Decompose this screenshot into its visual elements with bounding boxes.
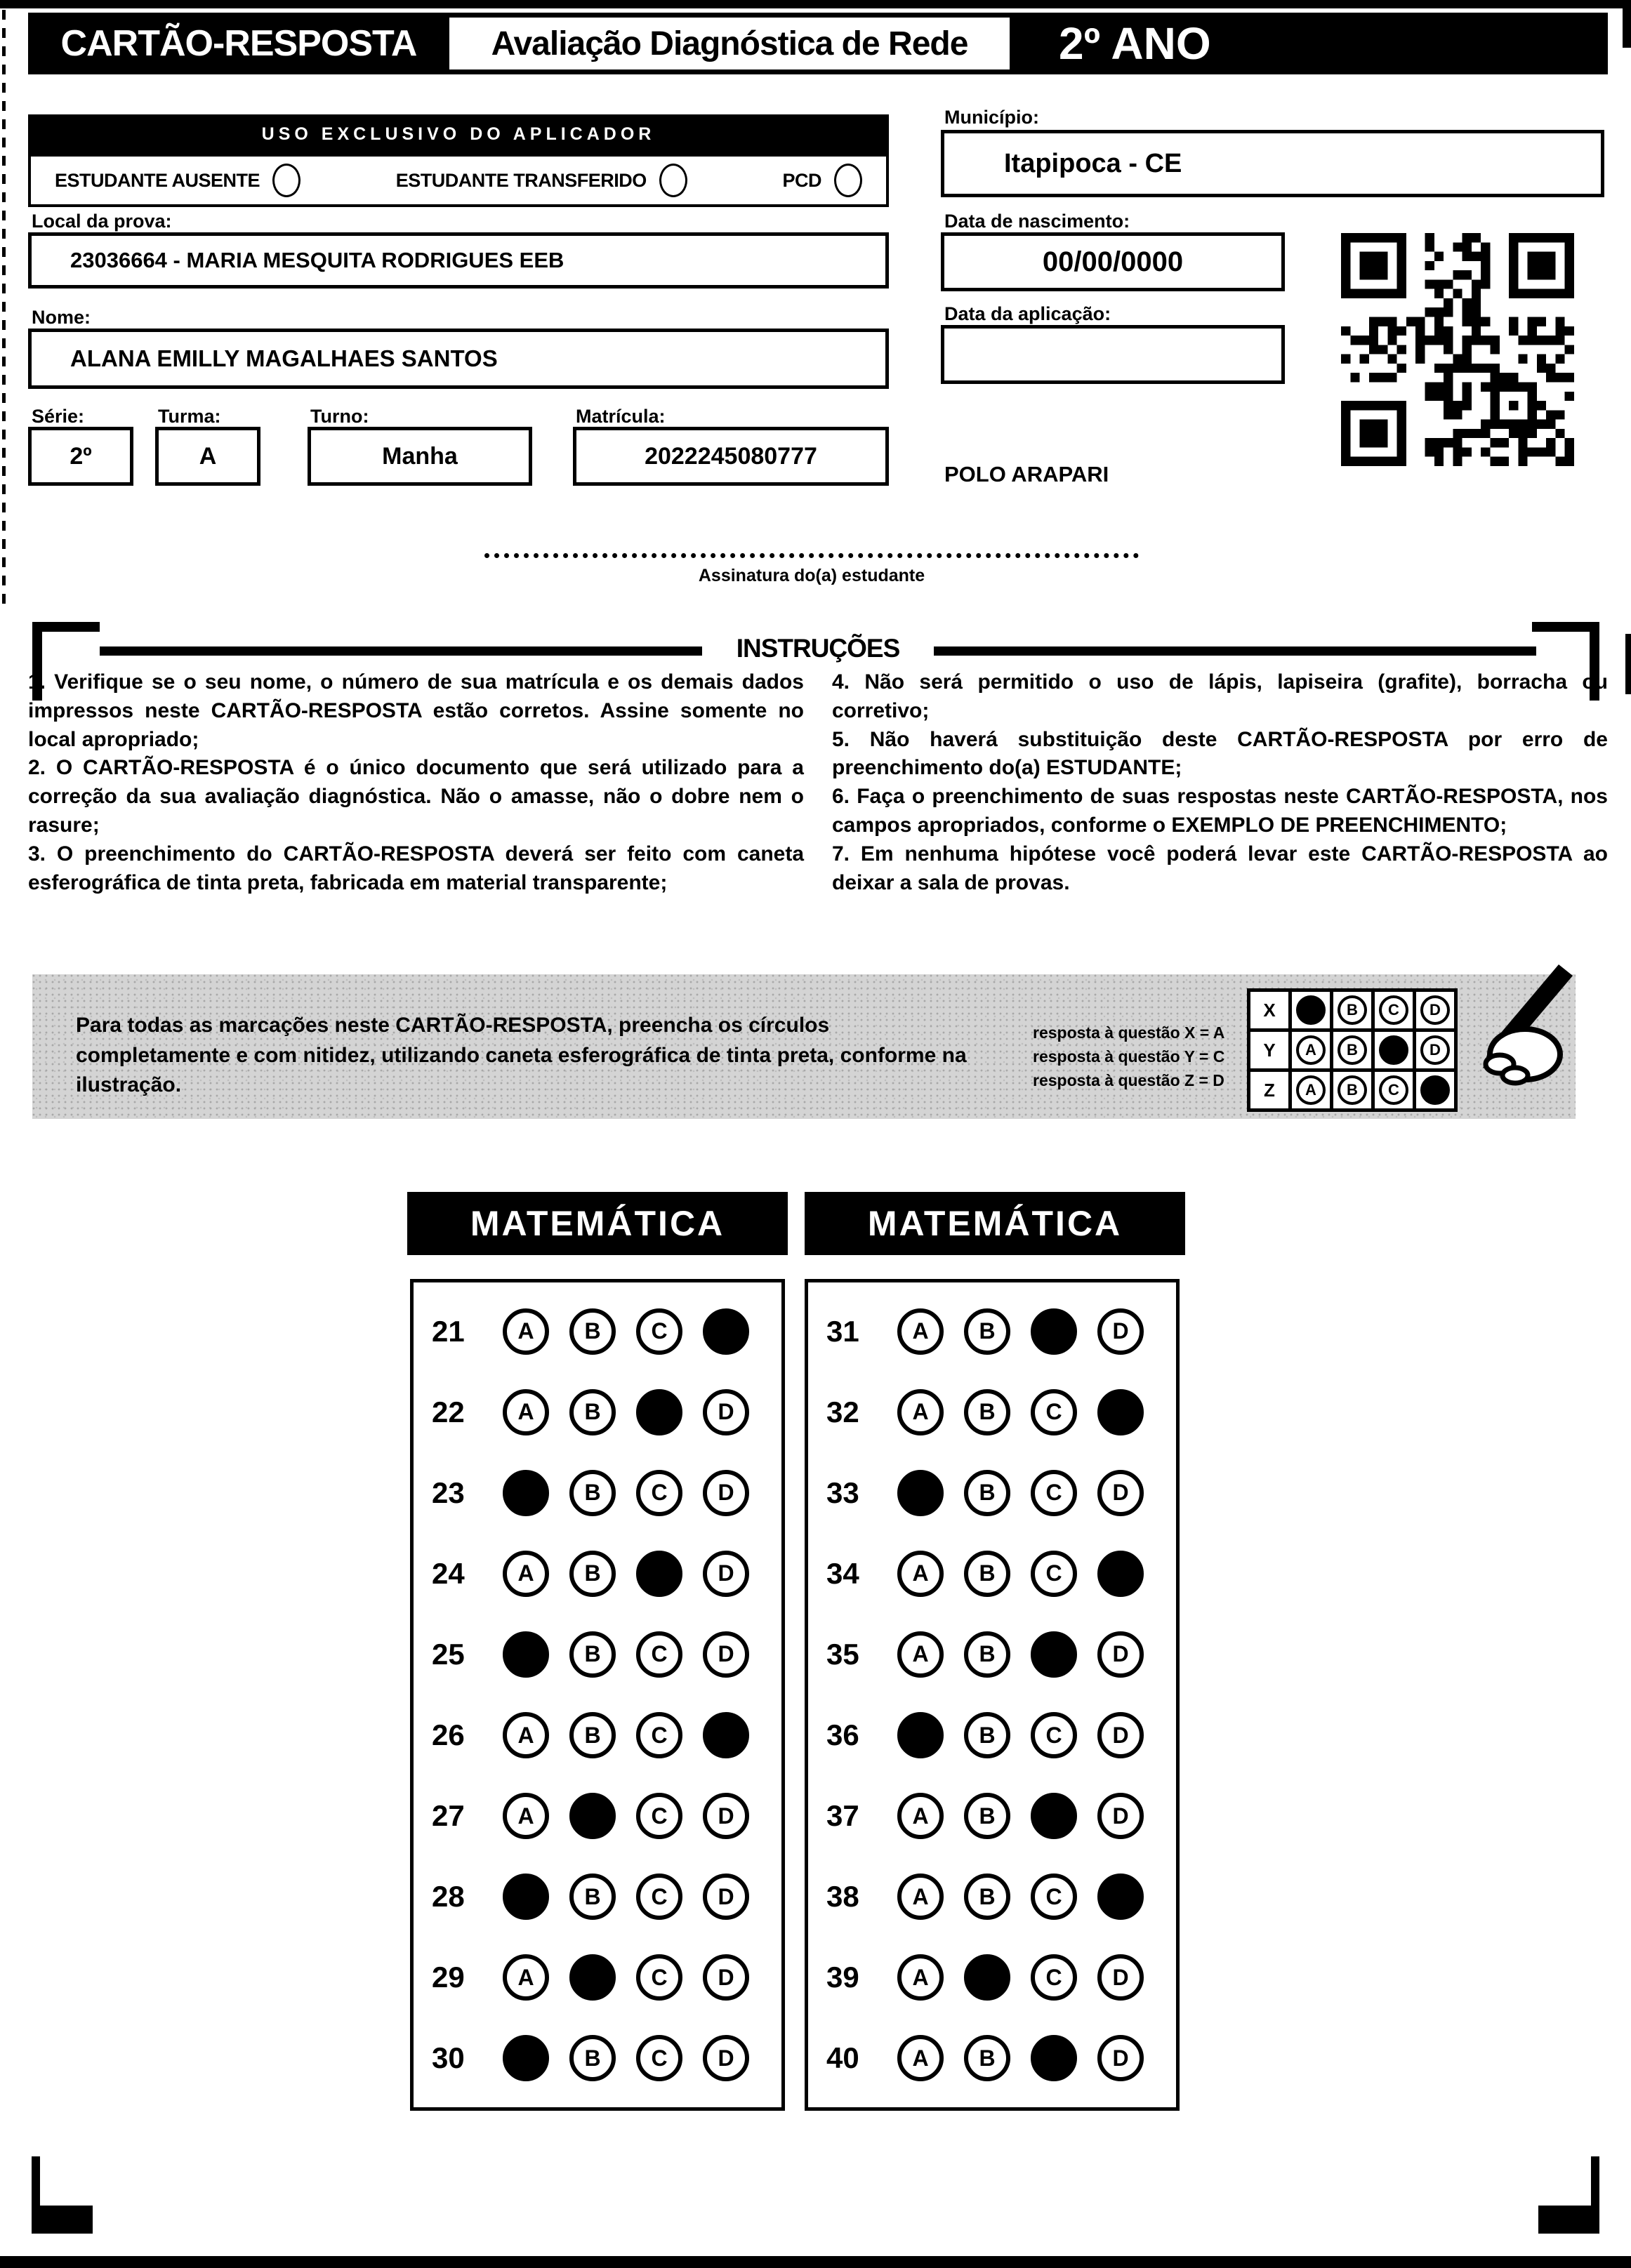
answer-bubble-22-B[interactable]: B [569,1389,616,1435]
instruction-item: 5. Não haverá substituição deste CARTÃO-RESPOSTA por erro de preenchimento do(a) ESTUDANTE; [832,727,1608,780]
example-option-bubble: C [1379,995,1408,1025]
nome-label: Nome: [32,307,91,328]
example-option-bubble: D [1420,995,1450,1025]
answer-bubble-25-B[interactable]: B [569,1631,616,1678]
answer-bubble-35-C[interactable] [1031,1631,1077,1678]
answer-bubble-32-A[interactable]: A [897,1389,944,1435]
example-option-bubble: B [1338,1075,1367,1105]
municipio-label: Município: [944,107,1039,128]
question-row [808,1874,1176,1920]
hand-pen-illustration [1418,964,1580,1105]
aplicador-option [782,164,862,197]
answer-bubble-29-D[interactable]: D [703,1954,749,2001]
grade-banner [1010,13,1608,74]
question-number: 37 [826,1799,859,1833]
instruction-item: 7. Em nenhuma hipótese você poderá levar este CARTÃO-RESPOSTA ao deixar a sala de provas. [832,842,1608,894]
polo-label: POLO ARAPARI [944,462,1109,486]
answer-bubble-33-C[interactable]: C [1031,1470,1077,1516]
answer-bubble-38-D[interactable] [1097,1874,1144,1920]
answer-bubble-38-C[interactable]: C [1031,1874,1077,1920]
answer-bubble-40-D[interactable]: D [1097,2035,1144,2081]
question-number: 30 [432,2041,465,2075]
matricula-label: Matrícula: [576,406,666,427]
answer-bubble-22-A[interactable]: A [503,1389,549,1435]
serie-value: 2º [70,442,92,470]
section-title: MATEMÁTICA [867,1204,1123,1243]
question-row [414,1308,781,1355]
answer-bubble-26-A[interactable]: A [503,1712,549,1758]
answer-bubble-23-C[interactable]: C [636,1470,682,1516]
instruction-item: 6. Faça o preenchimento de suas respostas neste CARTÃO-RESPOSTA, nos campos apropriados, conforme o EXEMPLO DE PREENCHIMENTO; [832,785,1608,837]
question-row [414,1551,781,1597]
question-number: 29 [432,1961,465,1994]
top-right-registration-mark [1623,8,1631,48]
answer-bubble-21-D[interactable] [703,1308,749,1355]
answer-bubble-34-B[interactable]: B [964,1551,1010,1597]
data-aplicacao-label: Data da aplicação: [944,303,1111,324]
question-number: 34 [826,1556,859,1590]
instruction-item: 2. O CARTÃO-RESPOSTA é o único documento que será utilizado para a correção da sua avaliação diagnóstica. Não o amasse, não o dobre nem o rasure; [28,756,804,837]
question-number: 35 [826,1637,859,1671]
answer-bubble-35-D[interactable]: D [1097,1631,1144,1678]
signature-caption: Assinatura do(a) estudante [698,566,925,585]
answer-grid-21-30 [410,1279,785,2111]
turma-value: A [199,442,217,470]
question-row [808,1631,1176,1678]
answer-bubble-21-B[interactable]: B [569,1308,616,1355]
answer-bubble-21-C[interactable]: C [636,1308,682,1355]
top-edge-bar [0,0,1631,8]
question-number: 40 [826,2041,859,2075]
example-option-bubble: D [1420,1035,1450,1065]
fill-example-text: Para todas as marcações neste CARTÃO-RESPOSTA, preencha os círculos completamente e com nitidez, utilizando caneta esferográfica de tinta preta, conforme na ilustração. [76,1014,967,1097]
answer-bubble-33-B[interactable]: B [964,1470,1010,1516]
answer-bubble-36-D[interactable]: D [1097,1712,1144,1758]
answer-bubble-23-A[interactable] [503,1470,549,1516]
answer-bubble-31-A[interactable]: A [897,1308,944,1355]
question-number: 32 [826,1395,859,1428]
question-number: 24 [432,1556,465,1590]
answer-bubble-33-A[interactable] [897,1470,944,1516]
answer-bubble-33-D[interactable]: D [1097,1470,1144,1516]
answer-bubble-32-C[interactable]: C [1031,1389,1077,1435]
answer-bubble-26-D[interactable] [703,1712,749,1758]
instruction-item: 3. O preenchimento do CARTÃO-RESPOSTA deverá ser feito com caneta esferográfica de tinta preta, fabricada em material transparente; [28,842,804,894]
answer-bubble-28-C[interactable]: C [636,1874,682,1920]
answer-bubble-36-B[interactable]: B [964,1712,1010,1758]
answer-bubble-24-B[interactable]: B [569,1551,616,1597]
example-option-bubble: C [1379,1075,1408,1105]
answer-bubble-29-B[interactable] [569,1954,616,2001]
turno-value: Manha [382,442,458,470]
answer-bubble-38-B[interactable]: B [964,1874,1010,1920]
exam-title-banner [449,13,1010,74]
answer-bubble-25-C[interactable]: C [636,1631,682,1678]
answer-bubble-26-B[interactable]: B [569,1712,616,1758]
answer-bubble-31-B[interactable]: B [964,1308,1010,1355]
question-row [808,1793,1176,1839]
question-number: 23 [432,1475,465,1509]
answer-bubble-35-A[interactable]: A [897,1631,944,1678]
question-row [414,1954,781,2001]
answer-bubble-34-C[interactable]: C [1031,1551,1077,1597]
instructions-corner-mark-top-left [32,622,100,632]
data-aplicacao-field[interactable] [941,325,1285,384]
instructions-rule-left [100,646,702,656]
question-row [808,1551,1176,1597]
matricula-value: 2022245080777 [645,442,817,470]
turma-label: Turma: [158,406,221,427]
question-row [414,1389,781,1435]
answer-bubble-28-D[interactable]: D [703,1874,749,1920]
question-number: 33 [826,1475,859,1509]
question-row [808,1954,1176,2001]
instructions-column-left [28,668,804,897]
question-row [414,1874,781,1920]
local-da-prova-field [28,232,889,289]
example-option-bubble [1379,1035,1408,1065]
question-number: 22 [432,1395,465,1428]
section-header-matematica-1 [407,1192,788,1255]
question-row [414,1793,781,1839]
local-da-prova-label: Local da prova: [32,211,172,232]
aplicador-options-row [28,154,889,207]
question-number: 26 [432,1718,465,1752]
answer-bubble-30-A[interactable] [503,2035,549,2081]
answer-bubble-37-D[interactable]: D [1097,1793,1144,1839]
serie-field [28,427,133,486]
serie-label: Série: [32,406,85,427]
data-nascimento-label: Data de nascimento: [944,211,1130,232]
answer-bubble-21-A[interactable]: A [503,1308,549,1355]
answer-bubble-30-D[interactable]: D [703,2035,749,2081]
instructions-rule-right [934,646,1536,656]
grade-label: 2º ANO [1059,18,1211,69]
turma-field [155,427,260,486]
turno-label: Turno: [310,406,369,427]
answer-bubble-24-D[interactable]: D [703,1551,749,1597]
local-da-prova-value: 23036664 - MARIA MESQUITA RODRIGUES EEB [70,248,564,272]
answer-bubble-38-A[interactable]: A [897,1874,944,1920]
fill-example-panel [32,974,1576,1119]
question-row [808,1470,1176,1516]
answer-bubble-39-B[interactable] [964,1954,1010,2001]
aplicador-option-circle[interactable] [272,164,301,197]
answer-bubble-25-A[interactable] [503,1631,549,1678]
bottom-right-registration-foot [1538,2206,1599,2234]
answer-bubble-29-A[interactable]: A [503,1954,549,2001]
question-row [808,2035,1176,2081]
answer-bubble-34-D[interactable] [1097,1551,1144,1597]
answer-bubble-36-C[interactable]: C [1031,1712,1077,1758]
answer-bubble-37-B[interactable]: B [964,1793,1010,1839]
aplicador-option-label: ESTUDANTE TRANSFERIDO [395,169,647,191]
aplicador-bar-title: USO EXCLUSIVO DO APLICADOR [261,124,656,144]
answer-bubble-34-A[interactable]: A [897,1551,944,1597]
aplicador-option-circle[interactable] [659,164,687,197]
answer-bubble-30-C[interactable]: C [636,2035,682,2081]
question-row [414,2035,781,2081]
section-title: MATEMÁTICA [470,1204,725,1243]
answer-bubble-39-D[interactable]: D [1097,1954,1144,2001]
answer-grid-31-40 [805,1279,1180,2111]
example-option-bubble: B [1338,995,1367,1025]
left-perforation-line [2,10,6,608]
question-row [808,1308,1176,1355]
fill-example-legend [1033,1021,1272,1092]
question-row [414,1470,781,1516]
data-nascimento-value: 00/00/0000 [1042,246,1184,277]
question-number: 31 [826,1314,859,1348]
aplicador-option-label: ESTUDANTE AUSENTE [55,169,260,191]
aplicador-option-label: PCD [782,169,821,191]
municipio-field [941,130,1604,197]
aplicador-option [396,164,687,197]
question-number: 25 [432,1637,465,1671]
answer-bubble-26-C[interactable]: C [636,1712,682,1758]
example-row-label: Z [1249,1070,1290,1110]
question-row [414,1631,781,1678]
nome-value: ALANA EMILLY MAGALHAES SANTOS [70,345,498,371]
answer-bubble-39-C[interactable]: C [1031,1954,1077,2001]
answer-bubble-28-B[interactable]: B [569,1874,616,1920]
answer-bubble-37-C[interactable] [1031,1793,1077,1839]
question-number: 27 [432,1799,465,1833]
answer-bubble-40-C[interactable] [1031,2035,1077,2081]
exam-title: Avaliação Diagnóstica de Rede [491,25,968,62]
answer-bubble-27-B[interactable] [569,1793,616,1839]
answer-bubble-27-A[interactable]: A [503,1793,549,1839]
answer-bubble-37-A[interactable]: A [897,1793,944,1839]
bottom-left-registration-foot [32,2206,93,2234]
data-nascimento-field [941,232,1285,291]
example-legend-line: resposta à questão Y = C [1033,1047,1225,1066]
question-number: 21 [432,1314,465,1348]
question-row [808,1389,1176,1435]
answer-bubble-27-D[interactable]: D [703,1793,749,1839]
right-edge-registration-mark [1625,634,1631,694]
question-number: 39 [826,1961,859,1994]
signature-line[interactable] [484,553,1139,558]
answer-bubble-30-B[interactable]: B [569,2035,616,2081]
card-title: CARTÃO-RESPOSTA [60,23,417,64]
instructions-column-right [832,668,1608,897]
municipio-value: Itapipoca - CE [1004,148,1182,178]
answer-bubble-23-D[interactable]: D [703,1470,749,1516]
answer-bubble-24-C[interactable] [636,1551,682,1597]
aplicador-bar [28,114,889,154]
aplicador-option-circle[interactable] [834,164,862,197]
answer-bubble-36-A[interactable] [897,1712,944,1758]
example-legend-line: resposta à questão X = A [1033,1023,1225,1042]
answer-bubble-27-C[interactable]: C [636,1793,682,1839]
example-option-bubble [1296,995,1326,1025]
example-row-label: X [1249,990,1290,1030]
answer-bubble-29-C[interactable]: C [636,1954,682,2001]
example-row-label: Y [1249,1030,1290,1070]
question-row [808,1712,1176,1758]
answer-bubble-32-B[interactable]: B [964,1389,1010,1435]
answer-bubble-31-C[interactable] [1031,1308,1077,1355]
answer-bubble-24-A[interactable]: A [503,1551,549,1597]
question-number: 36 [826,1718,859,1752]
answer-bubble-28-A[interactable] [503,1874,549,1920]
answer-bubble-22-D[interactable]: D [703,1389,749,1435]
answer-bubble-31-D[interactable]: D [1097,1308,1144,1355]
example-legend-line: resposta à questão Z = D [1033,1071,1224,1089]
nome-field [28,329,889,389]
turno-field [308,427,532,486]
qr-code [1341,233,1574,466]
instruction-item: 4. Não será permitido o uso de lápis, lapiseira (grafite), borracha ou corretivo; [832,670,1608,722]
answer-bubble-40-A[interactable]: A [897,2035,944,2081]
example-option-bubble: A [1296,1035,1326,1065]
answer-bubble-40-B[interactable]: B [964,2035,1010,2081]
instruction-item: 1. Verifique se o seu nome, o número de sua matrícula e os demais dados impressos neste CARTÃO-RESPOSTA estão corretos. Assine somente no local apropriado; [28,670,804,751]
answer-bubble-22-C[interactable] [636,1389,682,1435]
section-header-matematica-2 [805,1192,1185,1255]
bottom-edge-bar [0,2256,1631,2268]
answer-bubble-39-A[interactable]: A [897,1954,944,2001]
answer-bubble-32-D[interactable] [1097,1389,1144,1435]
question-row [414,1712,781,1758]
question-number: 28 [432,1880,465,1914]
aplicador-option [55,164,301,197]
matricula-field [573,427,889,486]
answer-bubble-35-B[interactable]: B [964,1631,1010,1678]
answer-bubble-25-D[interactable]: D [703,1631,749,1678]
example-option-bubble: A [1296,1075,1326,1105]
instructions-title: INSTRUÇÕES [736,634,900,663]
answer-bubble-23-B[interactable]: B [569,1470,616,1516]
card-title-banner [28,13,449,74]
example-option-bubble: B [1338,1035,1367,1065]
question-number: 38 [826,1880,859,1914]
